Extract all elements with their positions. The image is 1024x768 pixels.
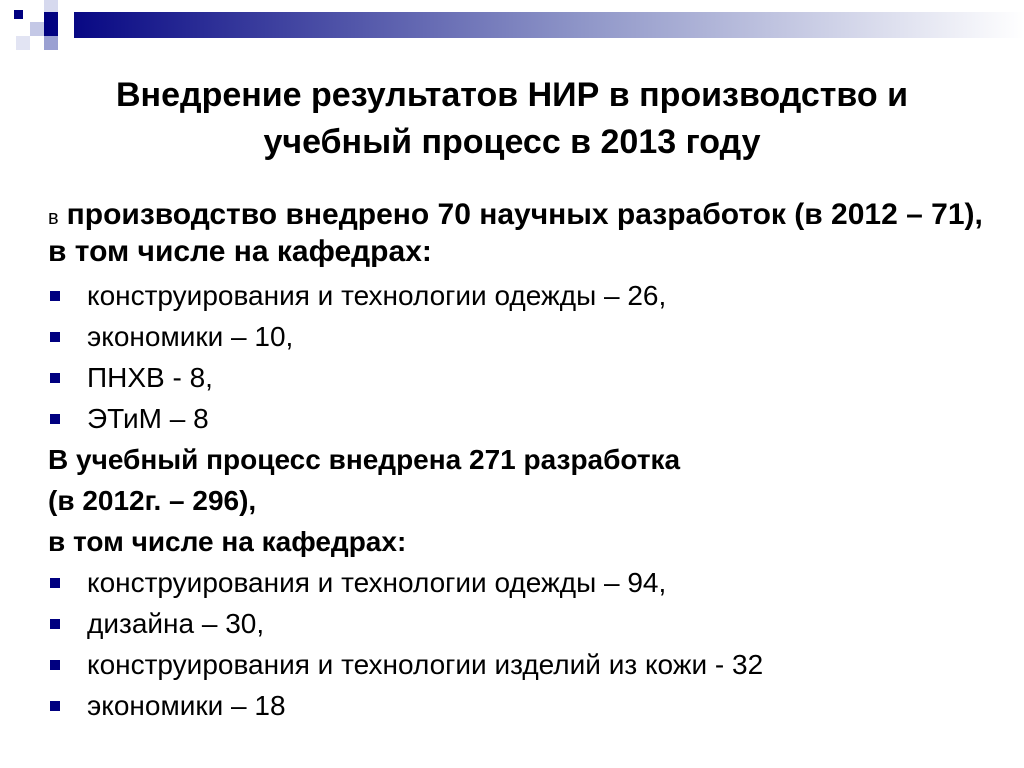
production-intro	[48, 198, 988, 269]
list-item	[48, 398, 988, 439]
list-item	[48, 603, 988, 644]
corner-decoration	[0, 0, 1024, 64]
list-item-text: экономики – 10,	[87, 320, 294, 352]
list-item-text: экономики – 18	[87, 689, 286, 721]
decor-square-light	[44, 0, 58, 12]
list-item	[48, 316, 988, 357]
square-bullet-icon	[50, 578, 60, 588]
list-item-text: ЭТиМ – 8	[87, 402, 209, 434]
title-line-1: Внедрение результатов НИР в производство и	[115, 76, 908, 114]
list-item-text: конструирования и технологии изделий из кожи - 32	[87, 648, 764, 680]
intro-lead: в	[48, 207, 59, 229]
decor-gradient-bar	[44, 12, 1024, 38]
list-item	[48, 562, 988, 603]
decor-square-light	[30, 22, 44, 36]
square-bullet-icon	[50, 701, 60, 711]
slide-body	[48, 198, 988, 726]
list-item	[48, 685, 988, 726]
title-line-2: учебный процесс в 2013 году	[263, 123, 761, 161]
square-bullet-icon	[50, 414, 60, 424]
list-item	[48, 275, 988, 316]
list-item-text: конструирования и технологии одежды – 94,	[87, 566, 667, 598]
education-heading: В учебный процесс внедрена 271 разработка	[48, 444, 681, 475]
list-item-text: конструирования и технологии одежды – 26,	[87, 279, 667, 311]
decor-square-mid	[44, 36, 58, 50]
square-bullet-icon	[50, 660, 60, 670]
slide-title	[40, 72, 984, 166]
square-bullet-icon	[50, 373, 60, 383]
intro-text: производство внедрено 70 научных разработок (в 2012 – 71), в том числе на кафедрах:	[48, 198, 983, 268]
decor-square-light	[58, 12, 74, 38]
education-previous-year: (в 2012г. – 296),	[48, 485, 257, 516]
square-bullet-icon	[50, 291, 60, 301]
decor-square-dark	[14, 10, 23, 19]
square-bullet-icon	[50, 332, 60, 342]
list-item-text: ПНХВ - 8,	[87, 361, 213, 393]
list-item-text: дизайна – 30,	[87, 607, 265, 639]
education-departments-label: в том числе на кафедрах:	[48, 526, 407, 557]
square-bullet-icon	[50, 619, 60, 629]
list-item	[48, 357, 988, 398]
list-item	[48, 644, 988, 685]
decor-square-faint	[16, 36, 30, 50]
